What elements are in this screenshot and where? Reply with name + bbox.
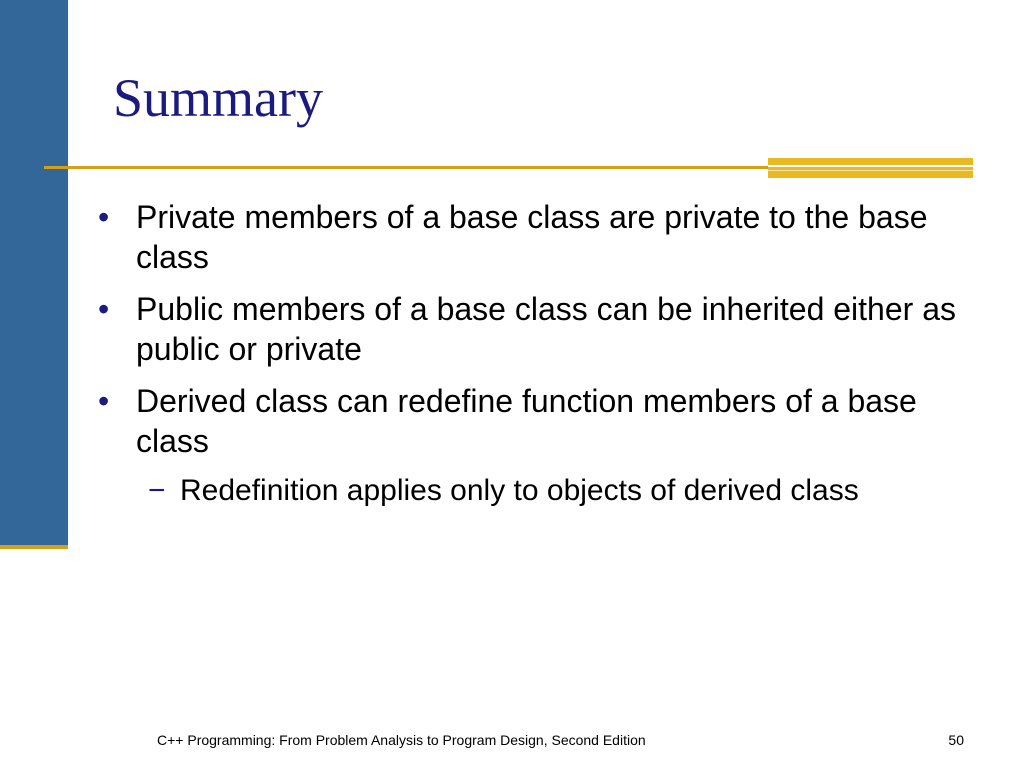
bullet-item bbox=[96, 197, 976, 277]
footer-text: C++ Programming: From Problem Analysis to Program Design, Second Edition bbox=[157, 732, 646, 748]
page-number: 50 bbox=[948, 732, 964, 748]
bullet-text: Derived class can redefine function members of a base class bbox=[136, 383, 917, 459]
bullet-icon: • bbox=[98, 291, 110, 327]
left-band-gold-accent bbox=[0, 545, 68, 549]
bullet-text: Private members of a base class are private to the base class bbox=[136, 199, 928, 275]
title-rule-accent-block bbox=[768, 158, 973, 178]
sub-bullet-item bbox=[96, 471, 976, 511]
bullet-item bbox=[96, 381, 976, 461]
sub-bullet-text: Redefinition applies only to objects of derived class bbox=[180, 474, 859, 507]
bullet-text: Public members of a base class can be inherited either as public or private bbox=[136, 291, 956, 367]
slide-content bbox=[96, 197, 976, 511]
left-decorative-band bbox=[0, 0, 68, 545]
bullet-item bbox=[96, 289, 976, 369]
bullet-icon: • bbox=[98, 383, 110, 419]
dash-bullet-icon: − bbox=[148, 474, 166, 507]
bullet-icon: • bbox=[98, 199, 110, 235]
slide-title: Summary bbox=[113, 68, 323, 128]
